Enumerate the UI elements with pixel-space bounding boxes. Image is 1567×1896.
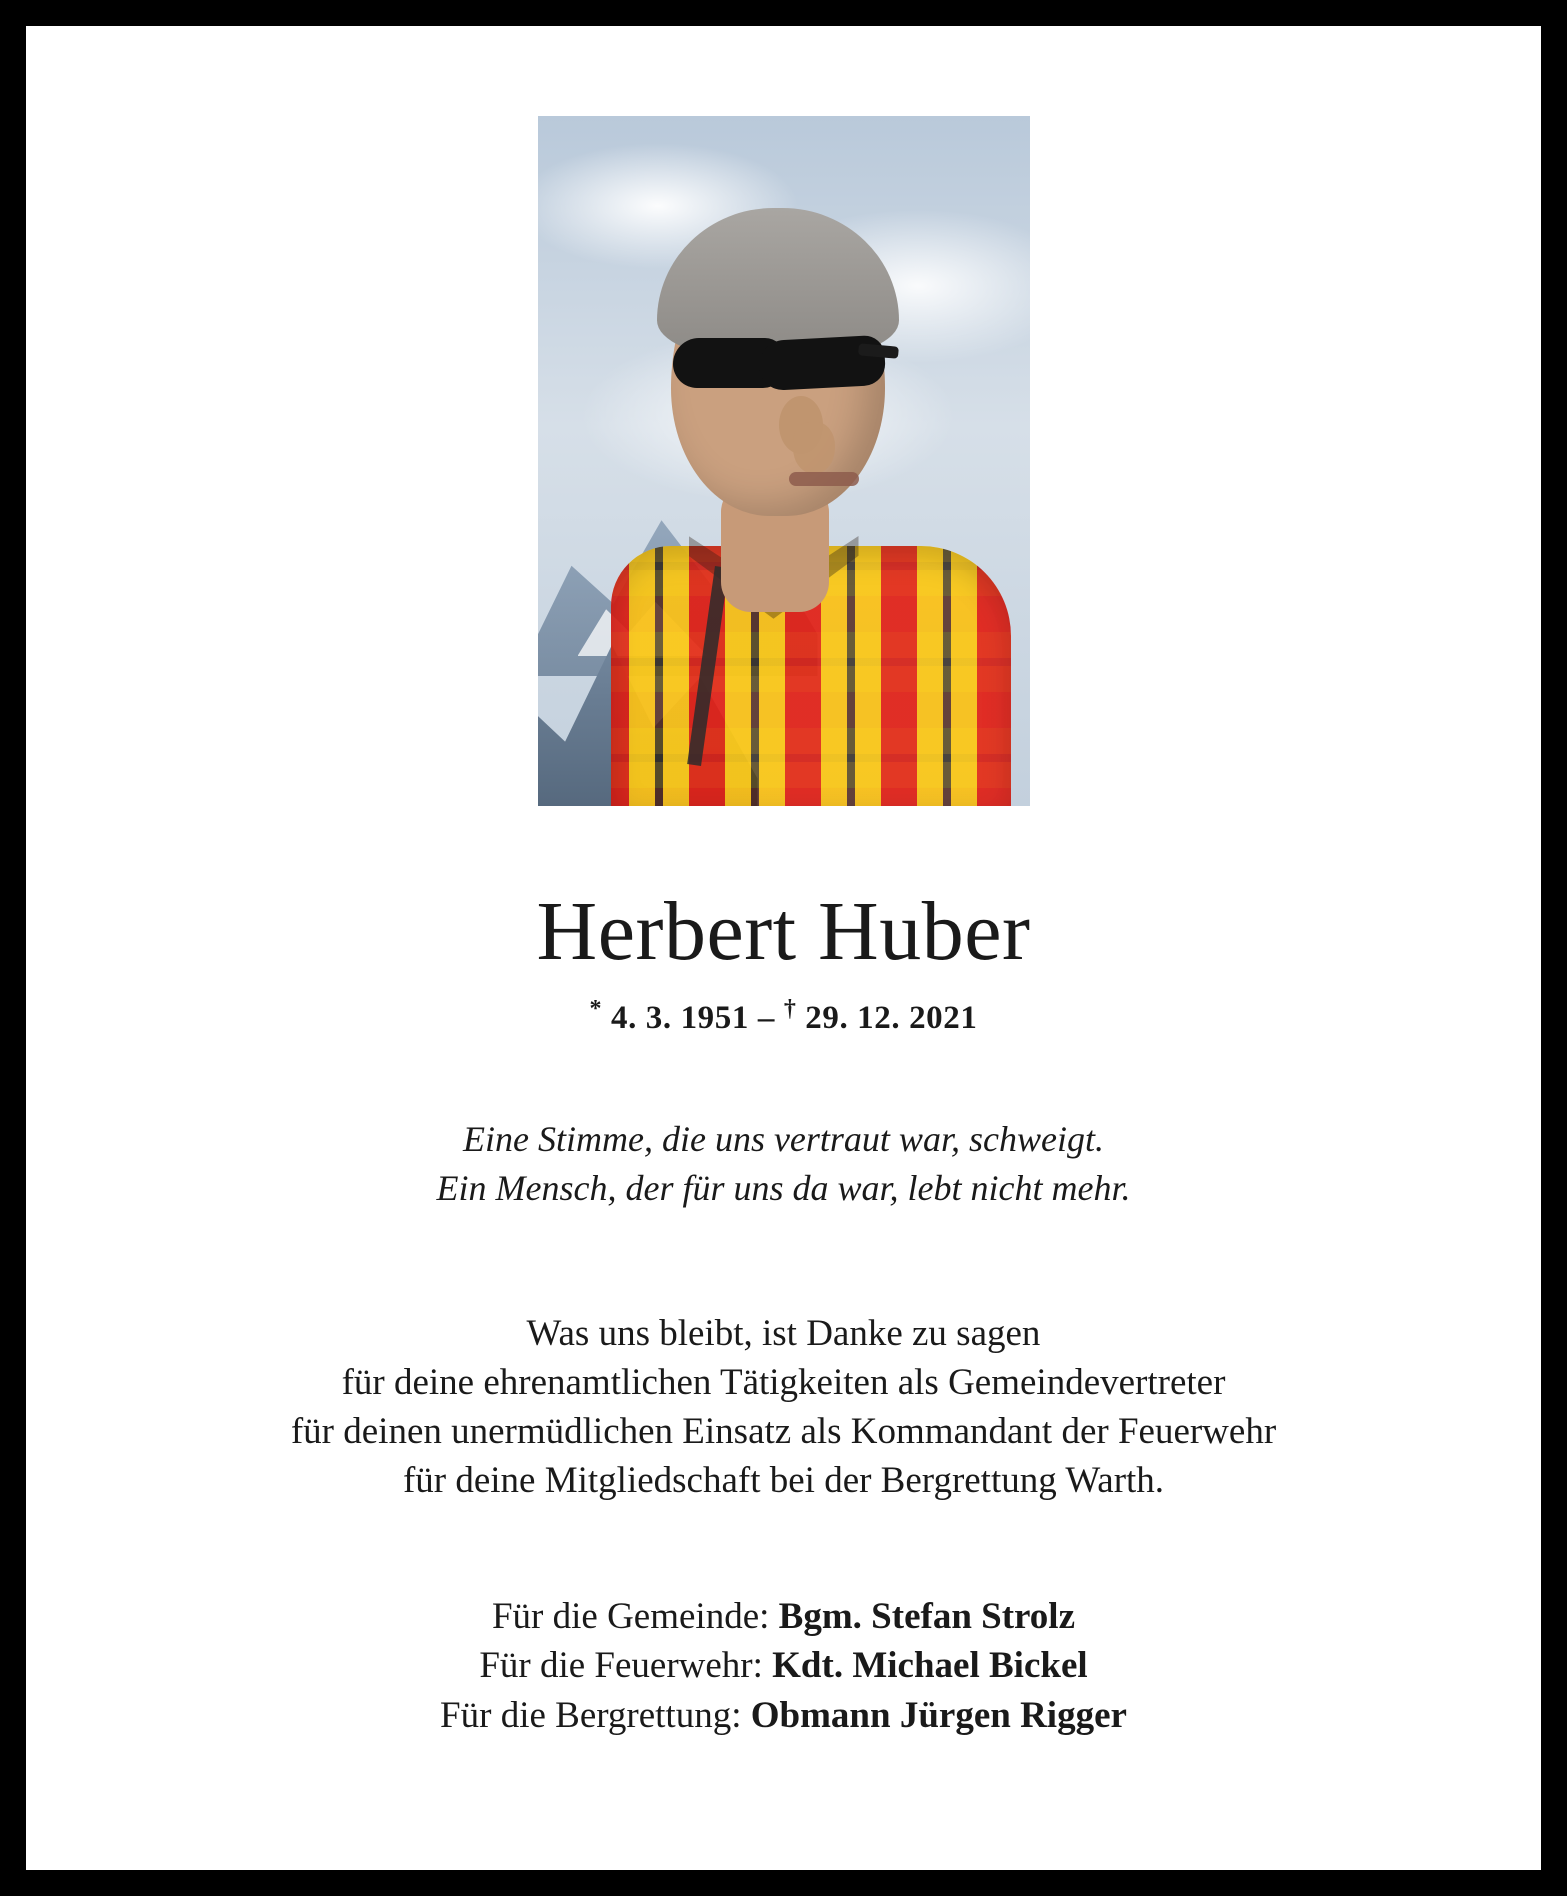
thanks-text <box>291 1310 1276 1505</box>
thanks-line: Was uns bleibt, ist Danke zu sagen <box>526 1313 1041 1355</box>
death-symbol: † <box>783 996 797 1022</box>
signatory-row <box>440 1691 1127 1741</box>
signatories-list <box>440 1592 1127 1742</box>
death-date: 29. 12. 2021 <box>805 1000 978 1036</box>
deceased-name: Herbert Huber <box>536 885 1031 978</box>
obituary-content <box>26 26 1541 1781</box>
signatory-label: Für die Bergrettung: <box>440 1695 742 1737</box>
sunglasses-icon <box>673 338 891 390</box>
thanks-line: für deine ehrenamtlichen Tätigkeiten als Gemeindevertreter <box>341 1362 1226 1404</box>
signatory-person: Kdt. Michael Bickel <box>772 1645 1088 1687</box>
verse-line: Eine Stimme, die uns vertraut war, schweigt. <box>463 1119 1104 1159</box>
person-figure <box>593 186 1013 806</box>
signatory-label: Für die Feuerwehr: <box>479 1645 763 1687</box>
sunglasses-temple <box>858 343 899 358</box>
signatory-person: Obmann Jürgen Rigger <box>750 1695 1127 1737</box>
birth-symbol: * <box>589 996 603 1022</box>
date-separator: – <box>757 1000 775 1036</box>
signatory-person: Bgm. Stefan Strolz <box>778 1595 1075 1637</box>
life-dates <box>590 996 978 1037</box>
signatory-row <box>440 1592 1127 1642</box>
nose <box>793 422 835 474</box>
memorial-verse <box>437 1115 1131 1212</box>
mouth <box>789 472 859 486</box>
thanks-line: für deine Mitgliedschaft bei der Bergrettung Warth. <box>402 1459 1165 1501</box>
verse-line: Ein Mensch, der für uns da war, lebt nicht mehr. <box>436 1167 1131 1208</box>
thanks-line: für deinen unermüdlichen Einsatz als Kommandant der Feuerwehr <box>290 1410 1277 1452</box>
birth-date: 4. 3. 1951 <box>610 1000 749 1036</box>
sunglasses-right-lens <box>757 335 885 392</box>
portrait-photo <box>538 116 1030 806</box>
signatory-label: Für die Gemeinde: <box>491 1595 770 1637</box>
signatory-row <box>440 1641 1127 1691</box>
